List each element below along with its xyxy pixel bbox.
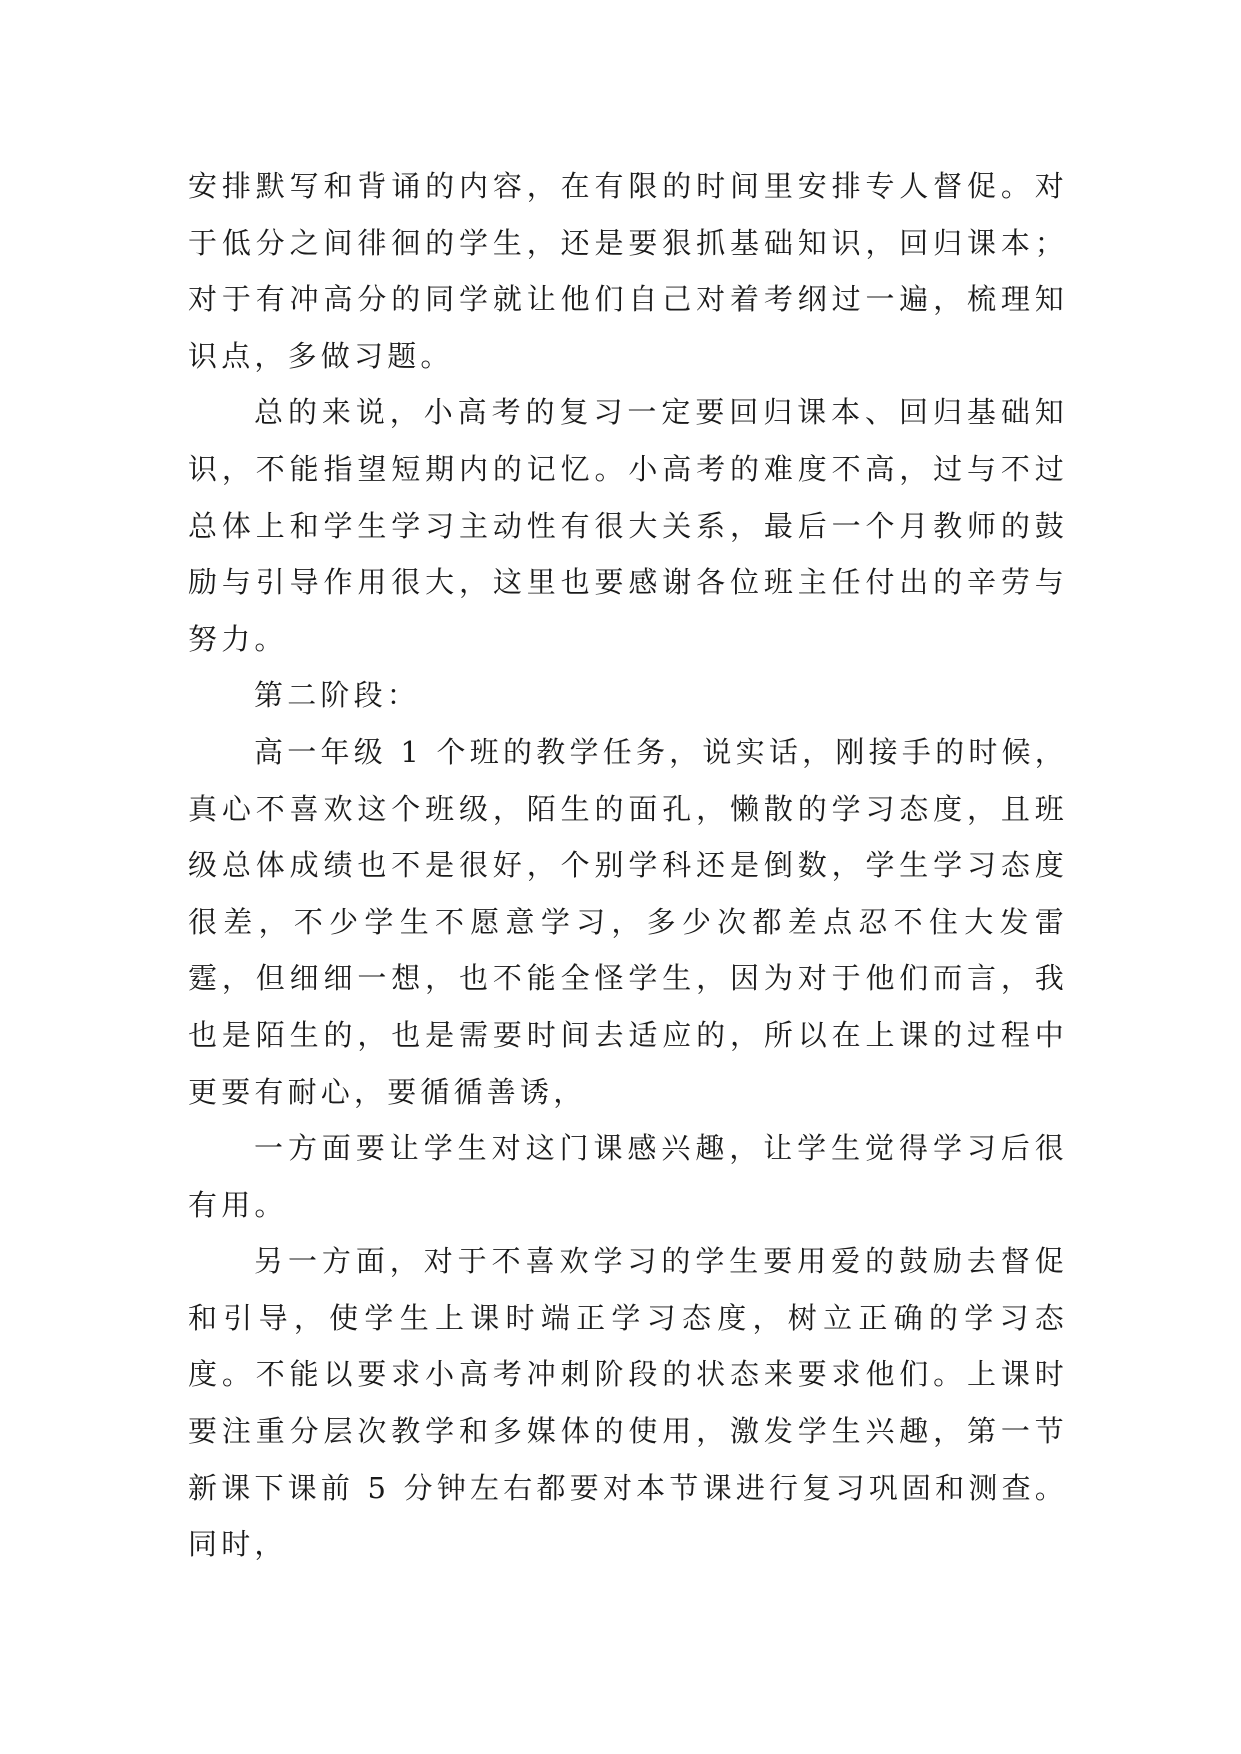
paragraph-grade-one-class: 高一年级 1 个班的教学任务，说实话，刚接手的时候，真心不喜欢这个班级，陌生的面孔，懒散的学习态度，且班级总体成绩也不是很好，个别学科还是倒数，学生学习态度很差，不少学生不愿意学习，多少次都差点忍不住大发雷霆，但细细一想，也不能全怪学生，因为对于他们而言，我也是陌生的，也是需要时间去适应的，所以在上课的过程中更要有耐心，要循循善诱， <box>188 734 1068 1109</box>
section-heading-stage-two: 第二阶段： <box>254 678 421 713</box>
paragraph-guidance: 另一方面，对于不喜欢学习的学生要用爱的鼓励去督促和引导，使学生上课时端正学习态度，树立正确的学习态度。不能以要求小高考冲刺阶段的状态来要求他们。上课时要注重分层次教学和多媒体的使用，激发学生兴趣，第一节新课下课前 5 分钟左右都要对本节课进行复习巩固和测查。同时， <box>188 1244 1068 1562</box>
paragraph-interest: 一方面要让学生对这门课感兴趣，让学生觉得学习后很有用。 <box>188 1131 1068 1222</box>
paragraph-continuation: 安排默写和背诵的内容，在有限的时间里安排专人督促。对于低分之间徘徊的学生，还是要狠抓基础知识，回归课本；对于有冲高分的同学就让他们自己对着考纲过一遍，梳理知识点，多做习题。 <box>188 169 1068 373</box>
paragraph-summary: 总的来说，小高考的复习一定要回归课本、回归基础知识，不能指望短期内的记忆。小高考的难度不高，过与不过总体上和学生学习主动性有很大关系，最后一个月教师的鼓励与引导作用很大，这里也要感谢各位班主任付出的辛劳与努力。 <box>188 395 1068 656</box>
document-body <box>188 158 1068 1573</box>
